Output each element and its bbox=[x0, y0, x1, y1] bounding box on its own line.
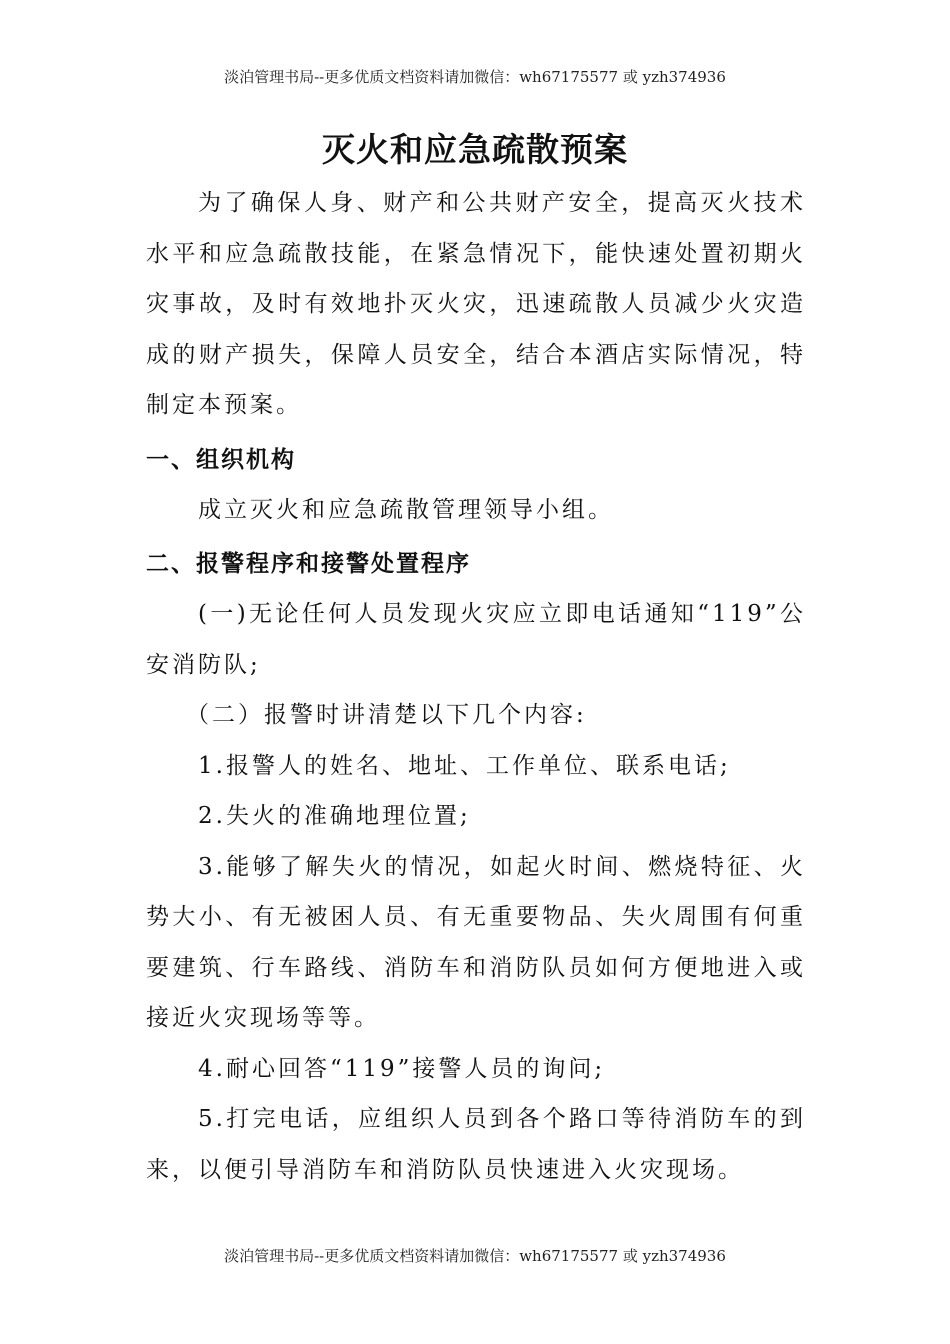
alarm-point: 3.能够了解失火的情况，如起火时间、燃烧特征、火势大小、有无被困人员、有无重要物品、失火周围有何重要建筑、行车路线、消防车和消防队员如何方便地进入或接近火灾现场等等。 bbox=[146, 853, 806, 1031]
document-body bbox=[146, 178, 806, 1195]
intro-paragraph: 为了确保人身、财产和公共财产安全，提高灭火技术水平和应急疏散技能，在紧急情况下，能快速处置初期火灾事故，及时有效地扑灭火灾，迅速疏散人员减少火灾造成的财产损失，保障人员安全，结合本酒店实际情况，特制定本预案。 bbox=[146, 190, 806, 418]
page-footer: 淡泊管理书局--更多优质文档资料请加微信：wh67175577 或 yzh374936 bbox=[224, 1247, 726, 1265]
section-heading-organization: 一、组织机构 bbox=[146, 446, 296, 473]
alarm-point: 5.打完电话，应组织人员到各个路口等待消防车的到来，以便引导消防车和消防队员快速进入火灾现场。 bbox=[146, 1106, 806, 1183]
alarm-item-1: (一)无论任何人员发现火灾应立即电话通知“119”公安消防队; bbox=[146, 601, 806, 678]
alarm-point: 4.耐心回答“119”接警人员的询问; bbox=[198, 1055, 606, 1082]
page-header: 淡泊管理书局--更多优质文档资料请加微信：wh67175577 或 yzh374936 bbox=[224, 68, 726, 86]
document-title: 灭火和应急疏散预案 bbox=[322, 130, 628, 169]
organization-paragraph: 成立灭火和应急疏散管理领导小组。 bbox=[198, 496, 614, 523]
section-heading-alarm-procedure: 二、报警程序和接警处置程序 bbox=[146, 551, 471, 577]
alarm-point: 1.报警人的姓名、地址、工作单位、联系电话; bbox=[198, 752, 731, 779]
alarm-item-2: （二）报警时讲清楚以下几个内容: bbox=[186, 702, 587, 728]
alarm-point: 2.失火的准确地理位置; bbox=[198, 803, 471, 829]
